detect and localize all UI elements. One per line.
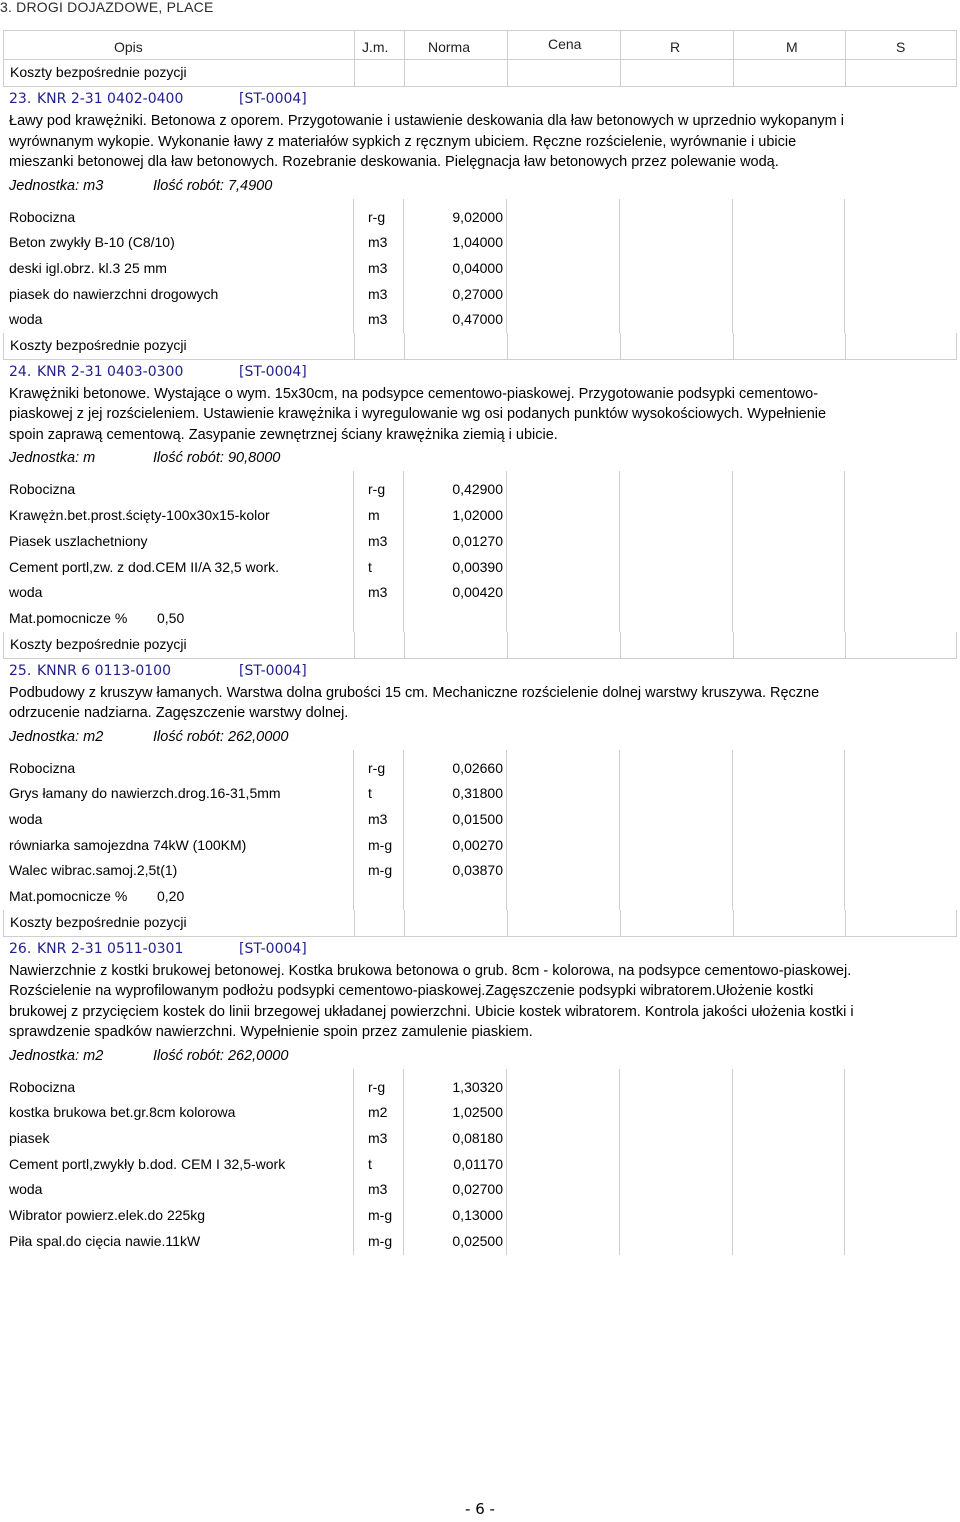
resource-norma: 1,04000 [452,234,503,251]
item-description: Krawężniki betonowe. Wystające o wym. 15x30cm, na podsypce cementowo-piaskowej. Przygotowanie podsypki cementowo-piaskowej z jej rozścieleniem. Ustawienie krawężnika i wyregulowanie wg osi podanych punktów wysokościowych. Wypełnienie spoin zaprawą cementową. Zasypanie zewnętrznej ściany krawężnika ziemią i ubicie. [9,385,827,443]
resource-row [3,230,957,256]
item-number: 24. [9,363,32,380]
mat-label: Mat.pomocnicze % [9,888,128,904]
column-divider [844,750,845,910]
item-code: KNR 2-31 0403-0300 [37,363,184,380]
resource-row [3,529,957,555]
item-jednostka: Jednostka: m3 [9,177,104,194]
mat-pomocnicze-row [3,606,957,632]
item-code: KNR 2-31 0511-0301 [37,940,184,957]
column-divider [353,1069,354,1255]
item-description: Podbudowy z kruszyw łamanych. Warstwa dolna grubości 15 cm. Mechaniczne rozścielenie dolnej warstwy kruszywa. Ręczne odrzucenie nadziarna. Zagęszczenie warstwy dolnej. [9,684,820,722]
item-jednostka: Jednostka: m2 [9,1047,104,1064]
resource-row [3,282,957,308]
column-divider [353,471,354,631]
item-ilosc: Ilość robót: 262,0000 [153,728,289,745]
resource-name: woda [9,1181,43,1198]
resource-unit: m3 [368,259,388,276]
item-jednostka: Jednostka: m2 [9,728,104,745]
resource-unit: m3 [368,532,388,549]
item-jednostka: Jednostka: m [9,450,96,467]
item-meta [3,1043,957,1069]
resource-row [3,256,957,282]
resource-name: Cement portl,zwykły b.dod. CEM I 32,5-work [9,1155,286,1172]
resource-norma: 0,00390 [452,558,503,575]
resource-row [3,807,957,833]
resource-name: Wibrator powierz.elek.do 225kg [9,1207,206,1224]
resource-name: woda [9,584,43,601]
header-m: M [786,39,798,55]
resource-row [3,1203,957,1229]
item-ilosc: Ilość robót: 262,0000 [153,1047,289,1064]
table-header [3,30,957,60]
item-code-line [3,937,957,961]
resource-name: Piasek uszlachetniony [9,532,148,549]
koszty-label: Koszty bezpośrednie pozycji [10,913,187,930]
resource-name: woda [9,311,43,328]
resource-norma: 0,03870 [452,862,503,879]
items-container [3,60,957,1255]
resource-norma: 0,04000 [452,259,503,276]
resource-norma: 0,00270 [452,836,503,853]
column-divider [353,199,354,333]
resource-name: Robocizna [9,759,76,776]
resource-row [3,477,957,503]
section-title: 3. DROGI DOJAZDOWE, PLACE [0,0,214,15]
column-divider [619,1069,620,1255]
resource-name: Cement portl,zw. z dod.CEM II/A 32,5 work. [9,558,279,575]
resource-name: Beton zwykły B-10 (C8/10) [9,234,175,251]
item-resources [3,750,957,910]
column-divider [844,471,845,631]
koszty-row [3,632,957,659]
resource-row [3,1100,957,1126]
resource-row [3,580,957,606]
cost-table [3,30,957,1255]
header-s: S [896,39,906,55]
koszty-row [3,910,957,937]
item-meta [3,173,957,199]
column-divider [619,750,620,910]
resource-norma: 0,08180 [452,1130,503,1147]
column-divider [506,750,507,910]
resource-unit: m-g [368,1207,393,1224]
column-divider [732,199,733,333]
resource-row [3,858,957,884]
item-tag: [ST-0004] [239,662,307,679]
resource-norma: 0,02660 [452,759,503,776]
resource-name: deski igl.obrz. kl.3 25 mm [9,259,167,276]
resource-name: Krawężn.bet.prost.ścięty-100x30x15-kolor [9,507,270,524]
item-number: 23. [9,91,32,107]
resource-unit: t [368,785,372,802]
resource-norma: 1,02000 [452,507,503,524]
header-norma: Norma [428,39,471,55]
item-description: Ławy pod krawężniki. Betonowa z oporem. Przygotowanie i ustawienie deskowania dla ław betonowych w uprzednio wykopanym i wyrównanym wykopie. Wykonanie ławy z materiałów sypkich z ręcznym ubiciem. Ręczne rozścielenie, wyrównanie i ubicie mieszanki betonowej dla ław betonowych. Rozebranie deskowania. Pielęgnacja ław betonowych przez polewanie wodą. [9,113,844,170]
resource-norma: 0,31800 [452,785,503,802]
resource-name: Robocizna [9,1078,76,1095]
resource-row [3,1075,957,1101]
resource-name: piasek do nawierzchni drogowych [9,285,219,302]
koszty-row [3,333,957,360]
item-tag: [ST-0004] [239,363,307,380]
page-number: - 6 - [465,1500,495,1518]
header-opis: Opis [114,39,143,55]
column-divider [403,1069,404,1255]
item-resources [3,199,957,333]
resource-name: Robocizna [9,208,76,225]
item-resources [3,471,957,631]
column-divider [353,750,354,910]
item-meta [3,445,957,471]
column-divider [403,471,404,631]
item-ilosc: Ilość robót: 7,4900 [153,177,273,194]
resource-row [3,503,957,529]
resource-norma: 0,00420 [452,584,503,601]
resource-row [3,781,957,807]
resource-norma: 0,01500 [452,810,503,827]
resource-name: Piła spal.do cięcia nawie.11kW [9,1232,201,1249]
column-divider [403,750,404,910]
mat-value: 0,20 [157,888,185,904]
item-code: KNR 2-31 0402-0400 [37,91,184,107]
item-description: Nawierzchnie z kostki brukowej betonowej. Kostka brukowa betonowa o grub. 8cm - kolorowa, na podsypce cementowo-piaskowej. Rozścielenie na wyprofilowanym podłożu podsypki cementowo-piaskowej.Zagęszczenie podsypki wibratorem.Ułożenie kostki brukowej z przycięciem kostek do linii brzegowej układanej powierzchni. Ubicie kostek wibratorem. Kontrola jakości ułożenia kostki i sprawdzenie spadków nawierzchni. Wypełnienie spoin przez zamulenie piaskiem. [9,962,854,1041]
column-divider [844,199,845,333]
header-jm: J.m. [362,39,389,55]
resource-name: kostka brukowa bet.gr.8cm kolorowa [9,1104,236,1121]
resource-unit: r-g [368,1078,386,1095]
mat-label: Mat.pomocnicze % [9,609,128,626]
item-code-line [3,360,957,384]
resource-row [3,1152,957,1178]
resource-name: piasek [9,1130,50,1147]
item-tag: [ST-0004] [239,91,307,107]
resource-name: Walec wibrac.samoj.2,5t(1) [9,862,178,879]
resource-name: Robocizna [9,481,76,498]
resource-row [3,555,957,581]
resource-norma: 0,02500 [452,1232,503,1249]
koszty-label: Koszty bezpośrednie pozycji [10,64,187,80]
resource-unit: m [368,507,380,524]
item-resources [3,1069,957,1255]
item-code: KNNR 6 0113-0100 [37,662,171,679]
header-cena: Cena [548,36,582,52]
resource-unit: r-g [368,759,386,776]
resource-norma: 0,27000 [452,285,503,302]
column-divider [619,471,620,631]
mat-value: 0,50 [157,609,185,626]
item-meta [3,724,957,750]
column-divider [732,471,733,631]
resource-unit: m2 [368,1104,388,1121]
koszty-label: Koszty bezpośrednie pozycji [10,336,187,353]
mat-pomocnicze-row [3,884,957,910]
resource-unit: m3 [368,584,388,601]
resource-row [3,307,957,333]
resource-unit: m3 [368,810,388,827]
column-divider [844,1069,845,1255]
koszty-label: Koszty bezpośrednie pozycji [10,635,187,652]
resource-unit: m-g [368,836,393,853]
resource-name: Grys łamany do nawierzch.drog.16-31,5mm [9,785,281,802]
resource-row [3,1126,957,1152]
resource-unit: m3 [368,234,388,251]
resource-unit: m-g [368,1232,393,1249]
column-divider [732,750,733,910]
resource-unit: r-g [368,208,386,225]
resource-name: woda [9,810,43,827]
resource-norma: 9,02000 [452,208,503,225]
column-divider [506,471,507,631]
resource-unit: m-g [368,862,393,879]
resource-unit: t [368,558,372,575]
resource-row [3,833,957,859]
item-code-line [3,87,957,111]
resource-norma: 0,02700 [452,1181,503,1198]
resource-name: równiarka samojezdna 74kW (100KM) [9,836,247,853]
resource-norma: 1,02500 [452,1104,503,1121]
column-divider [506,199,507,333]
resource-unit: m3 [368,1181,388,1198]
item-number: 25. [9,662,32,679]
resource-unit: m3 [368,285,388,302]
column-divider [506,1069,507,1255]
resource-norma: 0,13000 [452,1207,503,1224]
resource-row [3,205,957,231]
resource-norma: 0,01270 [452,532,503,549]
koszty-row [3,60,957,87]
column-divider [732,1069,733,1255]
item-tag: [ST-0004] [239,940,307,957]
resource-norma: 0,42900 [452,481,503,498]
item-number: 26. [9,940,32,957]
resource-row [3,756,957,782]
resource-unit: t [368,1155,372,1172]
item-ilosc: Ilość robót: 90,8000 [153,450,281,467]
resource-unit: m3 [368,311,388,328]
resource-unit: m3 [368,1130,388,1147]
column-divider [403,199,404,333]
resource-unit: r-g [368,481,386,498]
resource-norma: 0,01170 [453,1155,503,1172]
resource-row [3,1177,957,1203]
column-divider [619,199,620,333]
resource-row [3,1229,957,1255]
header-r: R [670,39,681,55]
item-code-line [3,659,957,683]
resource-norma: 0,47000 [452,311,503,328]
resource-norma: 1,30320 [452,1078,503,1095]
